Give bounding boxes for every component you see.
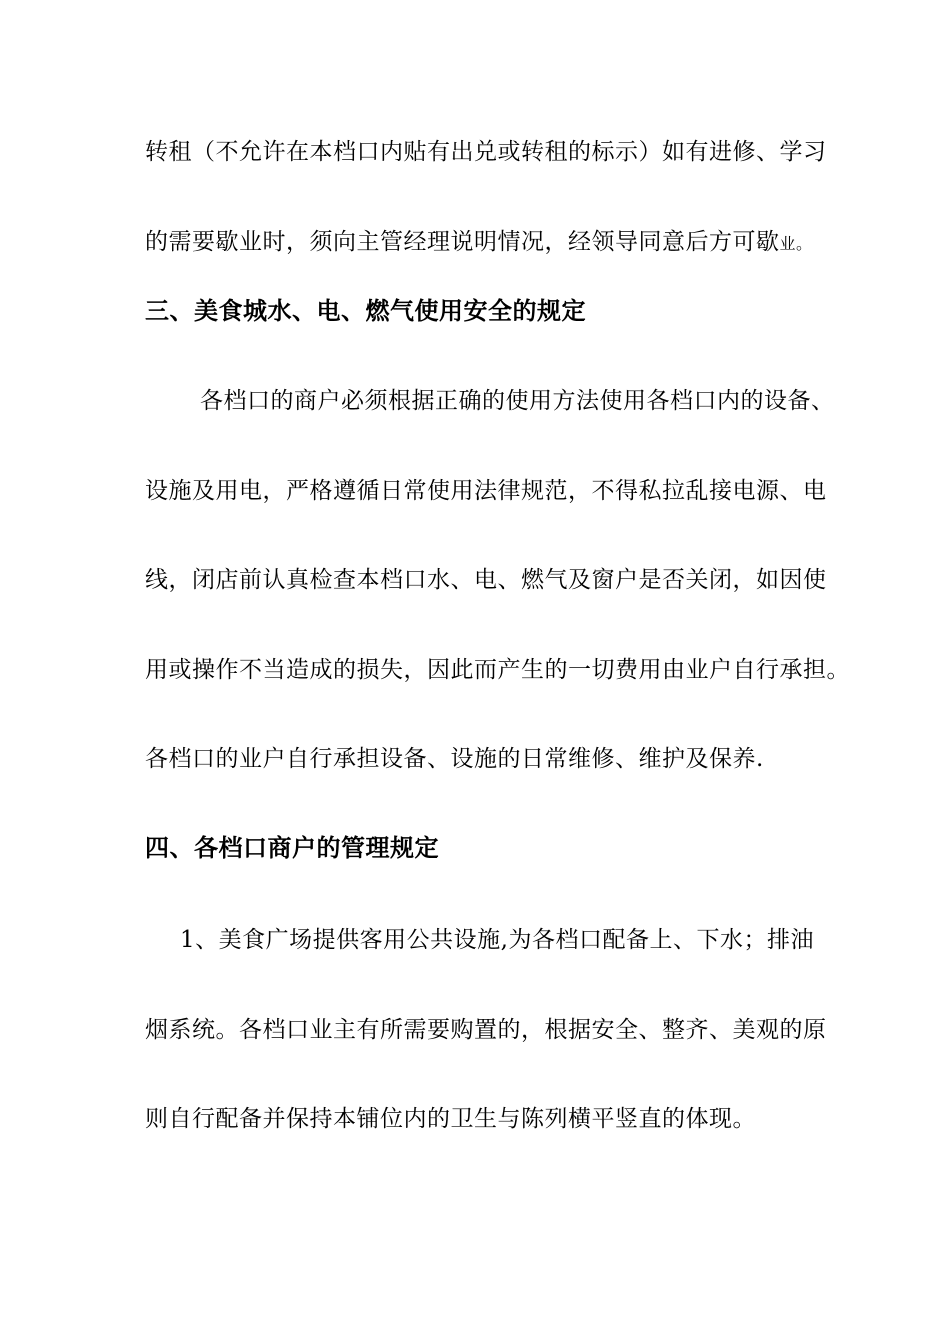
paragraph-line: 线，闭店前认真检查本档口水、电、燃气及窗户是否关闭，如因使	[145, 567, 827, 593]
paragraph-line: 各档口的业户自行承担设备、设施的日常维修、维护及保养.	[145, 746, 764, 772]
paragraph-line: 各档口的商户必须根据正确的使用方法使用各档口内的设备、	[200, 388, 835, 414]
section-heading: 四、各档口商户的管理规定	[145, 834, 439, 862]
paragraph-line: 1、美食广场提供客用公共设施,为各档口配备上、下水；排油	[180, 927, 814, 953]
section-heading: 三、美食城水、电、燃气使用安全的规定	[145, 297, 586, 325]
paragraph-line: 设施及用电，严格遵循日常使用法律规范，不得私拉乱接电源、电	[145, 478, 827, 504]
paragraph-line	[145, 227, 813, 259]
paragraph-line: 用或操作不当造成的损失，因此而产生的一切费用由业户自行承担。	[145, 657, 850, 683]
paragraph-line: 烟系统。各档口业主有所需要购置的，根据安全、整齐、美观的原	[145, 1017, 827, 1043]
paragraph-text-small: 业。	[779, 234, 813, 253]
paragraph-line: 转租（不允许在本档口内贴有出兑或转租的标示）如有进修、学习	[145, 139, 827, 165]
paragraph-text: 的需要歇业时，须向主管经理说明情况，经领导同意后方可歇	[145, 229, 780, 255]
paragraph-line: 则自行配备并保持本铺位内的卫生与陈列横平竖直的体现。	[145, 1106, 756, 1132]
